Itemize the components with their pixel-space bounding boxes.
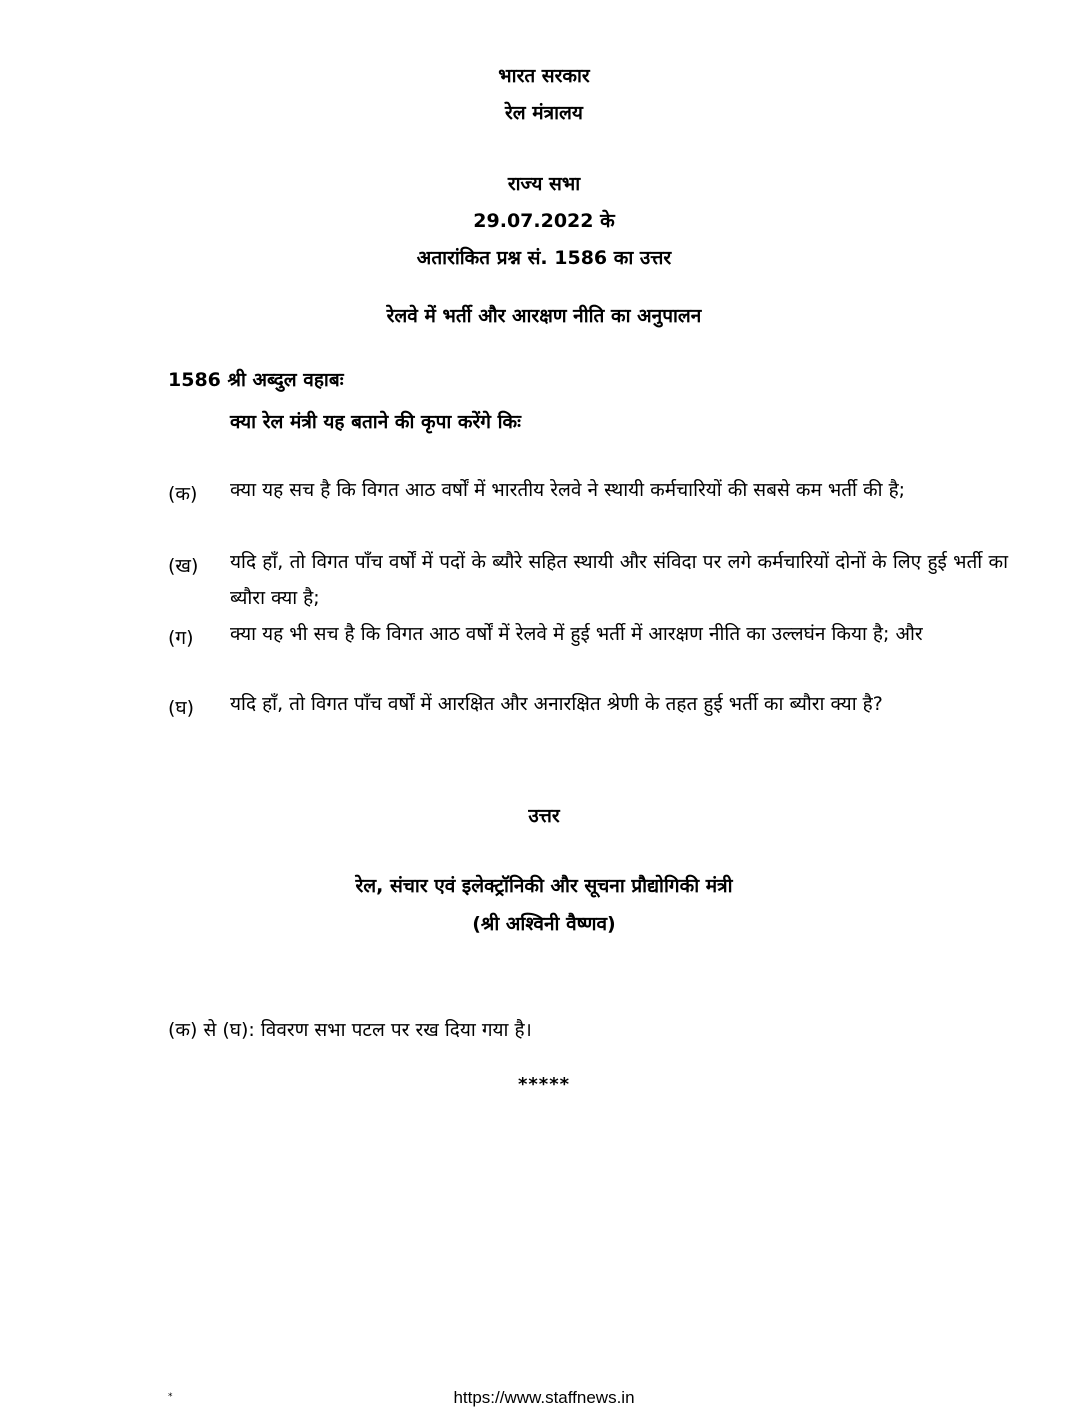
minister-title: रेल, संचार एवं इलेक्ट्रॉनिकी और सूचना प्रौद्योगिकी मंत्री [355, 875, 733, 897]
corner-mark: * [168, 1392, 173, 1402]
part-text: क्या यह सच है कि विगत आठ वर्षों में भारतीय रेलवे ने स्थायी कर्मचारियों की सबसे कम भर्ती की है; [230, 479, 906, 501]
end-marker: ***** [517, 1074, 571, 1095]
part-label: (क) [168, 483, 198, 505]
part-text: क्या यह भी सच है कि विगत आठ वर्षों में रेलवे में हुई भर्ती में आरक्षण नीति का उल्लघंन किया है; और [230, 623, 923, 645]
house-title: राज्य सभा [507, 173, 581, 195]
answer-statement: (क) से (घ): विवरण सभा पटल पर रख दिया गया है। [168, 1019, 532, 1041]
part-text: यदि हाँ, तो विगत पाँच वर्षों में पदों के ब्यौरे सहित स्थायी और संविदा पर लगे कर्मचारियों दोनों के लिए हुई भर्ती का ब्यौरा क्या है; [230, 551, 1008, 609]
date-line: 29.07.2022 के [473, 210, 615, 232]
ministry-title: रेल मंत्रालय [505, 102, 583, 124]
part-text: यदि हाँ, तो विगत पाँच वर्षों में आरक्षित और अनारक्षित श्रेणी के तहत हुई भर्ती का ब्यौरा क्या है? [230, 693, 883, 715]
part-label: (ख) [168, 555, 199, 577]
question-intro: क्या रेल मंत्री यह बताने की कृपा करेंगे किः [230, 411, 521, 433]
question-number-line: अतारांकित प्रश्न सं. 1586 का उत्तर [416, 247, 672, 269]
answer-heading: उत्तर [528, 805, 560, 827]
govt-title: भारत सरकार [498, 65, 590, 87]
member-name: 1586 श्री अब्दुल वहाबः [168, 369, 344, 391]
footer-url: https://www.staffnews.in [453, 1388, 635, 1407]
part-label: (घ) [168, 697, 195, 719]
subject-title: रेलवे में भर्ती और आरक्षण नीति का अनुपालन [386, 305, 702, 327]
minister-name: (श्री अश्विनी वैष्णव) [472, 913, 616, 935]
part-label: (ग) [168, 627, 194, 649]
